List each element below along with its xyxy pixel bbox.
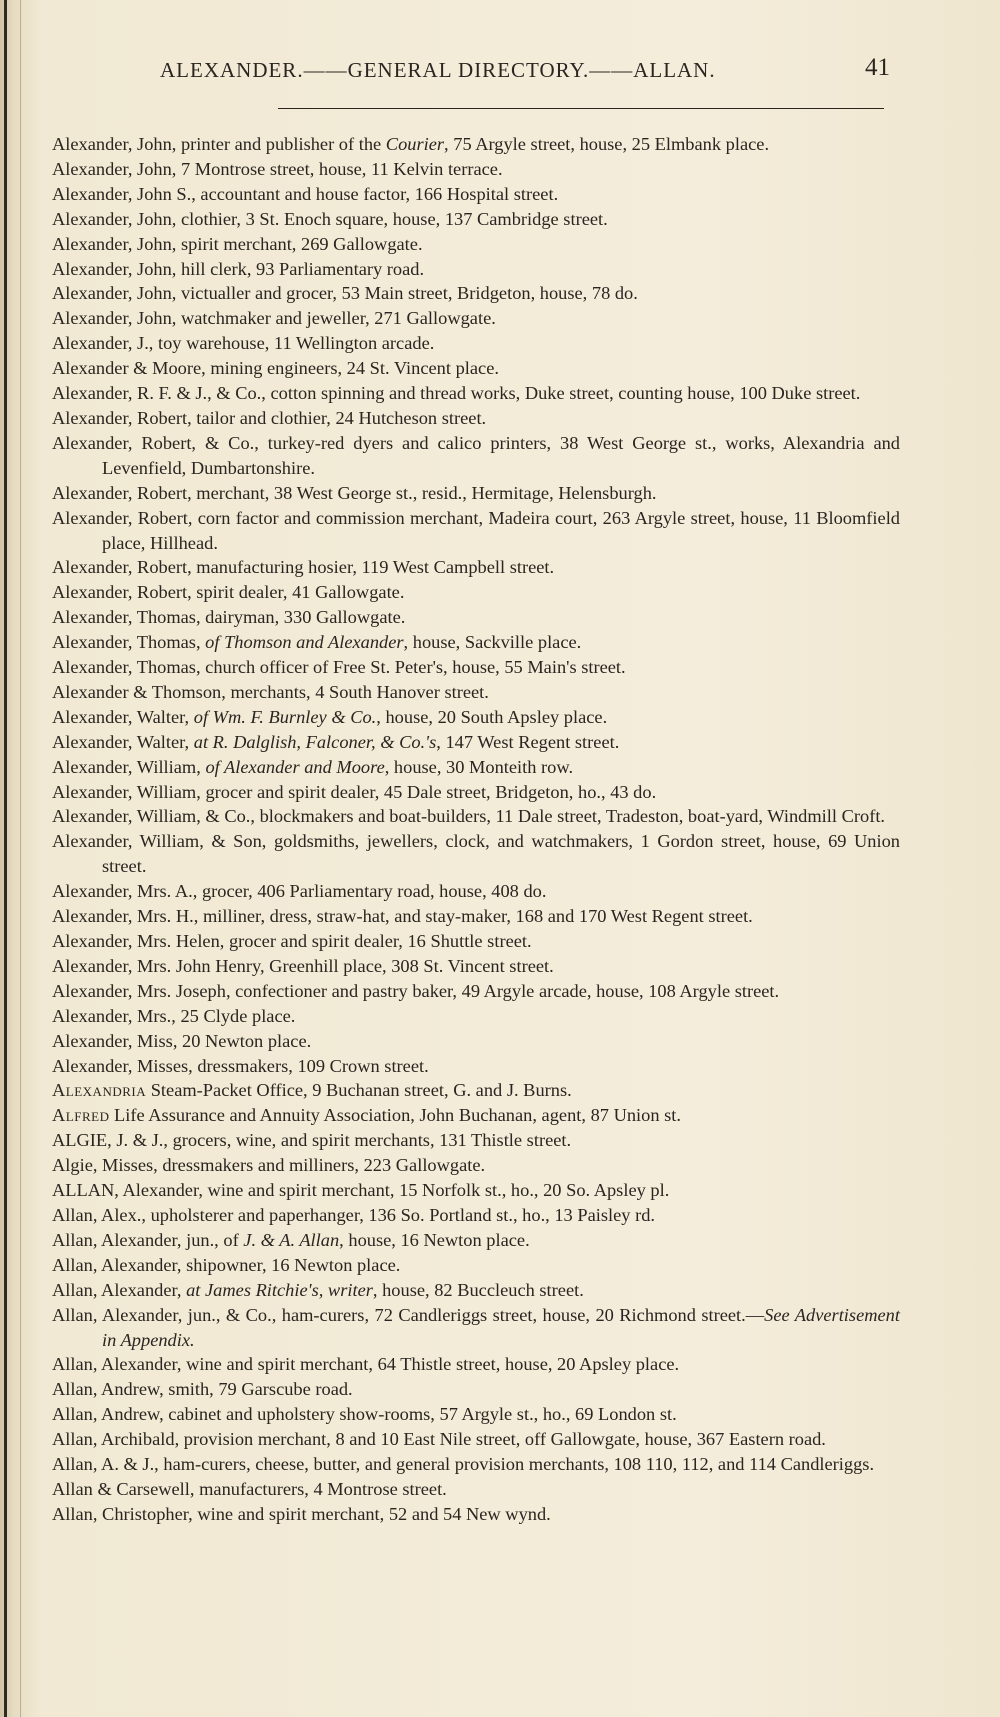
entry-text: wine and spirit merchant, 64 Thistle street, house, 20 Apsley place. xyxy=(181,1354,680,1375)
entry-name: Alexander, Robert, xyxy=(52,482,192,503)
entry-text: cotton spinning and thread works, Duke street, counting house, 100 Duke street. xyxy=(265,383,861,404)
directory-entry xyxy=(52,580,900,605)
entry-name: Alexander, Walter, xyxy=(52,706,190,727)
entry-name: Alexander, John, xyxy=(52,283,177,304)
directory-entry xyxy=(52,331,900,356)
entry-name: Allan, A. & J., xyxy=(52,1454,159,1475)
entry-name: Alexander, Robert, xyxy=(52,582,192,603)
entry-text: mining engineers, 24 St. Vincent place. xyxy=(205,358,499,379)
entry-text: dressmakers and milliners, 223 Gallowgate. xyxy=(157,1155,486,1176)
directory-entry xyxy=(52,381,900,406)
directory-entry xyxy=(52,680,900,705)
entry-text: spirit dealer, 41 Gallowgate. xyxy=(191,582,405,603)
entry-name: Alexander, Robert, xyxy=(52,407,192,428)
entry-text: grocers, wine, and spirit merchants, 131 Thistle street. xyxy=(167,1130,572,1151)
directory-entry xyxy=(52,1103,900,1128)
entry-firm: of Alexander and Moore xyxy=(205,756,385,777)
entry-name: Alexandria xyxy=(52,1080,147,1101)
entry-text: 7 Montrose street, house, 11 Kelvin terrace. xyxy=(176,158,503,179)
directory-entry xyxy=(52,1054,900,1079)
directory-entry xyxy=(52,1078,900,1103)
entry-text: wine and spirit merchant, 15 Norfolk st., ho., 20 So. Apsley pl. xyxy=(202,1180,670,1201)
entry-text: ham-curers, 72 Candleriggs street, house, 20 Richmond street.— xyxy=(276,1304,765,1325)
entry-text: clothier, 3 St. Enoch square, house, 137 Cambridge street. xyxy=(176,208,608,229)
directory-entry xyxy=(52,406,900,431)
entry-name: Alexander, William, xyxy=(52,781,201,802)
entry-text: dairyman, 330 Gallowgate. xyxy=(200,607,406,628)
directory-entry xyxy=(52,281,900,306)
entry-text: watchmaker and jeweller, 271 Gallowgate. xyxy=(176,308,496,329)
entry-name: Alexander, Thomas, xyxy=(52,607,201,628)
entry-name: Allan, Alex., xyxy=(52,1204,146,1225)
directory-entry xyxy=(52,1178,900,1203)
entry-text: toy warehouse, 11 Wellington arcade. xyxy=(153,333,435,354)
entry-text: smith, 79 Garscube road. xyxy=(163,1379,353,1400)
directory-entry xyxy=(52,605,900,630)
entry-text: , house, 16 Newton place. xyxy=(339,1229,530,1250)
entry-name: Allan, Alexander, xyxy=(52,1354,182,1375)
entry-name: ALGIE, J. & J., xyxy=(52,1130,168,1151)
entry-firm: at R. Dalglish, Falconer, & Co.'s xyxy=(193,731,437,752)
directory-entry xyxy=(52,1253,900,1278)
directory-entry xyxy=(52,1203,900,1228)
directory-entry xyxy=(52,755,900,780)
directory-entry xyxy=(52,257,900,282)
entry-text: 20 Newton place. xyxy=(177,1030,312,1051)
entry-name: Alexander & Thomson, xyxy=(52,681,226,702)
entry-text: Steam-Packet Office, 9 Buchanan street, G. and J. Burns. xyxy=(146,1080,572,1101)
directory-entry xyxy=(52,804,900,829)
directory-entry xyxy=(52,1377,900,1402)
directory-entry xyxy=(52,1303,900,1353)
entry-text: accountant and house factor, 166 Hospital street. xyxy=(195,183,559,204)
running-head: ALEXANDER.——GENERAL DIRECTORY.——ALLAN. xyxy=(160,58,716,82)
directory-entry xyxy=(52,207,900,232)
directory-entry xyxy=(52,904,900,929)
entry-name: Alexander, Misses, xyxy=(52,1055,193,1076)
entry-name: Allan, Alexander, xyxy=(52,1254,182,1275)
entry-text: turkey-red dyers and calico printers, 38 West George st., works, Alexandria and Levenfield, Dumbartonshire. xyxy=(102,432,900,478)
entry-name: Allan, Alexander, xyxy=(52,1279,182,1300)
entry-text: , house, Sackville place. xyxy=(403,632,582,653)
entry-firm: J. & A. Allan xyxy=(243,1229,340,1250)
entry-text: , 75 Argyle street, house, 25 Elmbank place. xyxy=(444,134,770,154)
directory-entry xyxy=(52,555,900,580)
entry-name: Alexander, Mrs. Helen, xyxy=(52,931,225,951)
entry-text: grocer and spirit dealer, 16 Shuttle street. xyxy=(224,931,532,951)
directory-entry xyxy=(52,1128,900,1153)
entry-name: Alexander, Mrs. John Henry, xyxy=(52,955,265,976)
entry-name: Allan, Alexander, jun., & Co., xyxy=(52,1304,277,1325)
entry-name: Alexander, John, xyxy=(52,258,177,279)
directory-entry xyxy=(52,979,900,1004)
page-number: 41 xyxy=(865,54,890,81)
directory-entry xyxy=(52,655,900,680)
entry-name: Alexander, Robert, & Co., xyxy=(52,432,259,453)
entry-text: dressmakers, 109 Crown street. xyxy=(192,1055,429,1076)
directory-entry xyxy=(52,829,900,879)
entry-text: hill clerk, 93 Parliamentary road. xyxy=(176,258,425,279)
entry-text: , house, 30 Monteith row. xyxy=(384,756,574,777)
entry-text: grocer and spirit dealer, 45 Dale street, Bridgeton, ho., 43 do. xyxy=(200,781,657,802)
entry-name: Allan, Archibald, xyxy=(52,1429,180,1450)
directory-entry xyxy=(52,1427,900,1452)
entry-text: church officer of Free St. Peter's, house, 55 Main's street. xyxy=(200,657,626,678)
entry-name: Alexander, Walter, xyxy=(52,731,190,752)
entry-text: , 147 West Regent street. xyxy=(436,731,620,752)
entry-text: printer and publisher of the xyxy=(176,134,386,154)
entry-text: victualler and grocer, 53 Main street, Bridgeton, house, 78 do. xyxy=(176,283,638,304)
entry-name: Alexander, John, xyxy=(52,308,177,329)
entry-firm: See Advertisement in Appendix. xyxy=(102,1304,900,1350)
entry-text: grocer, 406 Parliamentary road, house, 408 do. xyxy=(197,881,547,902)
directory-entry xyxy=(52,506,900,556)
entry-name: Alexander, John, xyxy=(52,233,177,254)
directory-entry xyxy=(52,481,900,506)
directory-entries xyxy=(52,132,900,1527)
gutter-shadow xyxy=(20,0,21,1717)
entry-text: provision merchant, 8 and 10 East Nile street, off Gallowgate, house, 367 Eastern road. xyxy=(179,1429,826,1450)
entry-name: Alexander, Mrs. A., xyxy=(52,881,198,902)
entry-name: Alexander, Mrs. H., xyxy=(52,906,199,927)
entry-text: upholsterer and paperhanger, 136 So. Portland st., ho., 13 Paisley rd. xyxy=(145,1204,655,1225)
entry-name: Allan, Andrew, xyxy=(52,1379,164,1400)
entry-name: Alexander, R. F. & J., & Co., xyxy=(52,383,266,404)
directory-entry xyxy=(52,1402,900,1427)
directory-entry xyxy=(52,132,900,157)
directory-entry xyxy=(52,1228,900,1253)
entry-text: merchant, 38 West George st., resid., Hermitage, Helensburgh. xyxy=(191,482,657,503)
entry-name: Alexander, Mrs., xyxy=(52,1005,176,1026)
entry-name: Allan, Alexander, jun., xyxy=(52,1229,219,1250)
entry-name: Alexander, John, xyxy=(52,208,177,229)
directory-entry xyxy=(52,1004,900,1029)
entry-text: of xyxy=(218,1229,244,1250)
header-rule xyxy=(278,108,884,109)
entry-text: 25 Clyde place. xyxy=(175,1005,296,1026)
directory-entry xyxy=(52,431,900,481)
entry-name: Alexander, William, xyxy=(52,756,201,777)
entry-firm: of Wm. F. Burnley & Co. xyxy=(193,706,377,727)
entry-name: Alexander, John S., xyxy=(52,183,196,204)
entry-text: , house, 20 South Apsley place. xyxy=(376,706,608,727)
directory-entry xyxy=(52,1452,900,1477)
directory-entry xyxy=(52,182,900,207)
directory-entry xyxy=(52,630,900,655)
entry-name: Alexander, William, & Co., xyxy=(52,806,255,827)
entry-text: ham-curers, cheese, butter, and general provision merchants, 108 110, 112, and 114 Candleriggs. xyxy=(158,1454,875,1475)
directory-entry xyxy=(52,705,900,730)
directory-entry xyxy=(52,780,900,805)
directory-entry xyxy=(52,1477,900,1502)
entry-text: Life Assurance and Annuity Association, John Buchanan, agent, 87 Union st. xyxy=(109,1105,682,1126)
entry-text: goldsmiths, jewellers, clock, and watchmakers, 1 Gordon street, house, 69 Union street. xyxy=(102,831,900,877)
directory-entry xyxy=(52,1502,900,1527)
entry-name: Alexander, Robert, xyxy=(52,557,192,578)
directory-entry xyxy=(52,954,900,979)
directory-entry xyxy=(52,306,900,331)
entry-text: corn factor and commission merchant, Madeira court, 263 Argyle street, house, 11 Bloomfield place, Hillhead. xyxy=(102,507,901,553)
entry-name: Alexander, John, xyxy=(52,158,177,179)
entry-name: Alfred xyxy=(52,1105,110,1126)
entry-text: manufacturing hosier, 119 West Campbell street. xyxy=(191,557,555,578)
entry-text: shipowner, 16 Newton place. xyxy=(181,1254,401,1275)
entry-name: Alexander, Mrs. Joseph, xyxy=(52,980,231,1001)
directory-entry xyxy=(52,929,900,954)
entry-text: merchants, 4 South Hanover street. xyxy=(225,681,489,702)
entry-name: Alexander, Robert, xyxy=(52,507,193,528)
entry-text: tailor and clothier, 24 Hutcheson street. xyxy=(191,407,487,428)
entry-text: milliner, dress, straw-hat, and stay-maker, 168 and 170 West Regent street. xyxy=(198,906,753,927)
entry-text: , house, 82 Buccleuch street. xyxy=(372,1279,584,1300)
directory-entry xyxy=(52,1352,900,1377)
entry-name: Algie, Misses, xyxy=(52,1155,158,1176)
directory-entry xyxy=(52,1278,900,1303)
directory-entry xyxy=(52,730,900,755)
directory-entry xyxy=(52,879,900,904)
entry-text: spirit merchant, 269 Gallowgate. xyxy=(176,233,423,254)
entry-name: Allan, Christopher, xyxy=(52,1503,193,1524)
entry-name: Alexander & Moore, xyxy=(52,358,206,379)
entry-name: Alexander, Thomas, xyxy=(52,632,201,653)
directory-entry xyxy=(52,356,900,381)
entry-name: ALLAN, Alexander, xyxy=(52,1180,203,1201)
entry-name: Alexander, William, & Son, xyxy=(52,831,267,852)
entry-name: Alexander, Miss, xyxy=(52,1030,178,1051)
directory-entry xyxy=(52,232,900,257)
binding-edge xyxy=(4,0,7,1717)
page-header xyxy=(150,54,890,92)
entry-firm: Courier xyxy=(385,134,445,154)
entry-text: Greenhill place, 308 St. Vincent street. xyxy=(264,955,554,976)
entry-text: manufacturers, 4 Montrose street. xyxy=(194,1478,447,1499)
entry-name: Alexander, Thomas, xyxy=(52,657,201,678)
entry-firm: of Thomson and Alexander xyxy=(205,632,404,653)
entry-text: confectioner and pastry baker, 49 Argyle arcade, house, 108 Argyle street. xyxy=(230,980,780,1001)
entry-name: Alexander, J., xyxy=(52,333,154,354)
entry-name: Allan, Andrew, xyxy=(52,1404,164,1425)
entry-text: cabinet and upholstery show-rooms, 57 Argyle st., ho., 69 London st. xyxy=(163,1404,677,1425)
entry-text: wine and spirit merchant, 52 and 54 New wynd. xyxy=(192,1503,551,1524)
directory-entry xyxy=(52,1153,900,1178)
entry-name: Allan & Carsewell, xyxy=(52,1478,195,1499)
directory-entry xyxy=(52,157,900,182)
directory-entry xyxy=(52,1029,900,1054)
entry-text: blockmakers and boat-builders, 11 Dale street, Tradeston, boat-yard, Windmill Croft. xyxy=(255,806,886,827)
entry-firm: at James Ritchie's, writer xyxy=(186,1279,373,1300)
entry-name: Alexander, John, xyxy=(52,134,177,154)
